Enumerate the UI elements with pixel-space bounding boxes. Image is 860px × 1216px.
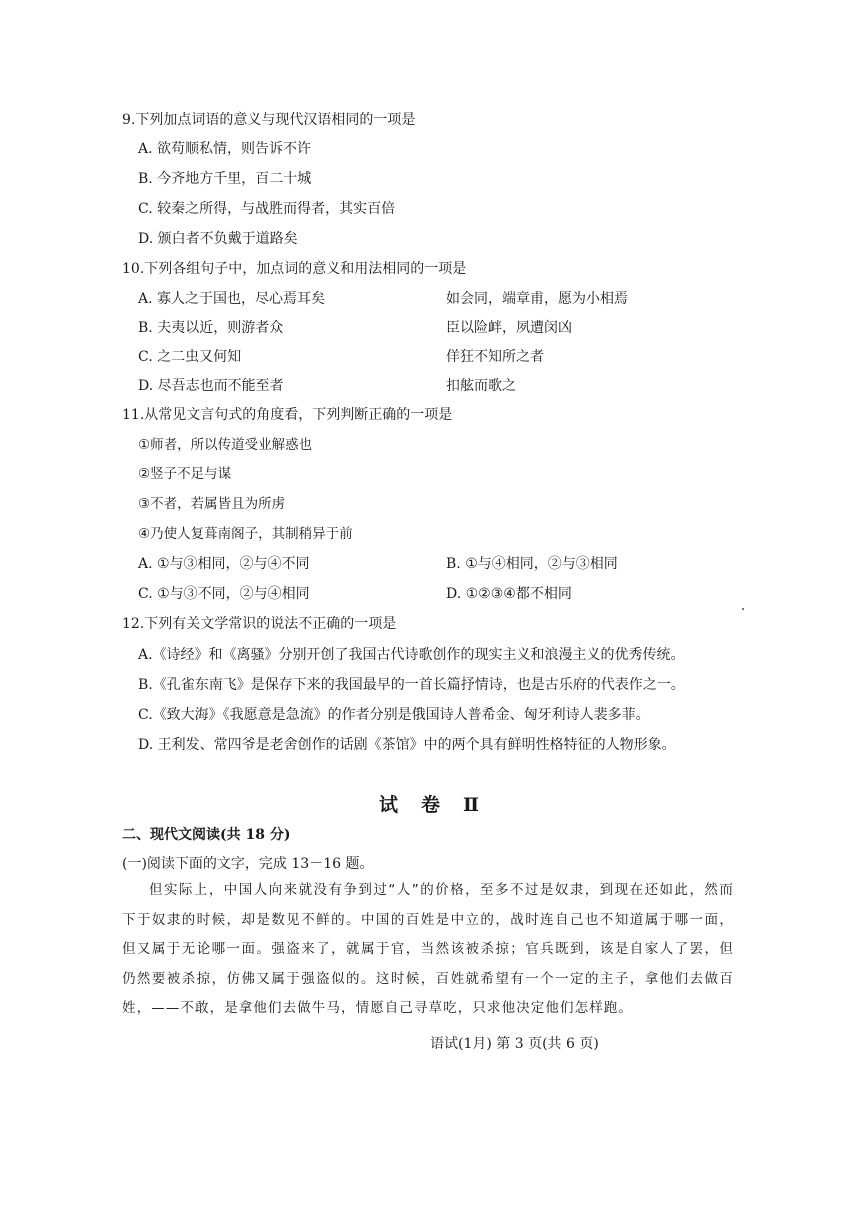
q12-option-c: C.《致大海》《我愿意是急流》的作者分别是俄国诗人普希金、匈牙利诗人裴多菲。 <box>138 707 650 723</box>
q10-option-d-right: 扣舷而歌之 <box>446 378 516 394</box>
q11-option-d: D. ①②③④都不相同 <box>446 586 572 602</box>
scan-speck <box>742 608 744 610</box>
q11-option-c: C. ①与③不同，②与④相同 <box>138 586 310 602</box>
q9-option-b: B. 今齐地方千里，百二十城 <box>138 171 312 187</box>
page-footer: 语试(1月) 第 3 页(共 6 页) <box>430 1036 599 1052</box>
q9-option-a: A. 欲苟顺私情，则告诉不许 <box>138 141 312 157</box>
section-subheading: (一)阅读下面的文字，完成 13－16 题。 <box>122 856 374 872</box>
q9-option-c: C. 较秦之所得，与战胜而得者，其实百倍 <box>138 201 396 217</box>
q10-option-a-left: A. 寡人之于国也，尽心焉耳矣 <box>138 291 326 307</box>
q9-option-d: D. 颁白者不负戴于道路矣 <box>138 231 298 247</box>
q9-stem: 9.下列加点词语的意义与现代汉语相同的一项是 <box>122 112 416 128</box>
q12-option-d: D. 王利发、常四爷是老舍创作的话剧《茶馆》中的两个具有鲜明性格特征的人物形象。 <box>138 737 676 753</box>
q11-option-b: B. ①与④相同，②与③相同 <box>446 556 618 572</box>
q10-option-a-right: 如会同，端章甫，愿为小相焉 <box>446 291 628 307</box>
q11-option-a: A. ①与③相同，②与④不同 <box>138 556 310 572</box>
q10-stem: 10.下列各组句子中，加点词的意义和用法相同的一项是 <box>122 261 467 277</box>
q12-option-a: A.《诗经》和《离骚》分别开创了我国古代诗歌创作的现实主义和浪漫主义的优秀传统。 <box>138 647 685 663</box>
q11-stem: 11.从常见文言句式的角度看，下列判断正确的一项是 <box>122 407 453 423</box>
q11-sentence-1: ①师者，所以传道受业解惑也 <box>138 437 313 453</box>
reading-passage: 但实际上，中国人向来就没有争到过“人”的价格，至多不过是奴隶，到现在还如此，然而下于奴隶的时候，却是数见不鲜的。中国的百姓是中立的，战时连自己也不知道属于哪一面，但又属于无论哪一面。强盗来了，就属于官，当然该被杀掠；官兵既到，该是自家人了罢，但仍然要被杀掠，仿佛又属于强盗似的。这时候，百姓就希望有一个一定的主子，拿他们去做百姓，——不敢，是拿他们去做牛马，情愿自己寻草吃，只求他决定他们怎样跑。 <box>122 882 734 1016</box>
q10-option-d-left: D. 尽吾志也而不能至者 <box>138 378 284 394</box>
q10-option-c-left: C. 之二虫又何知 <box>138 349 242 365</box>
q10-option-b-right: 臣以险衅，夙遭闵凶 <box>446 320 572 336</box>
q11-sentence-2: ②竖子不足与谋 <box>138 466 232 482</box>
q12-option-b: B.《孔雀东南飞》是保存下来的我国最早的一首长篇抒情诗，也是古乐府的代表作之一。 <box>138 677 685 693</box>
q10-option-b-left: B. 夫夷以近，则游者众 <box>138 320 284 336</box>
section-title: 试 卷 Ⅱ <box>378 794 481 816</box>
section-heading: 二、现代文阅读(共 18 分) <box>122 827 291 843</box>
q10-option-c-right: 佯狂不知所之者 <box>446 349 544 365</box>
q12-stem: 12.下列有关文学常识的说法不正确的一项是 <box>122 616 397 632</box>
q11-sentence-4: ④乃使人复葺南阁子，其制稍异于前 <box>138 526 353 542</box>
q11-sentence-3: ③不者，若属皆且为所虏 <box>138 496 286 512</box>
